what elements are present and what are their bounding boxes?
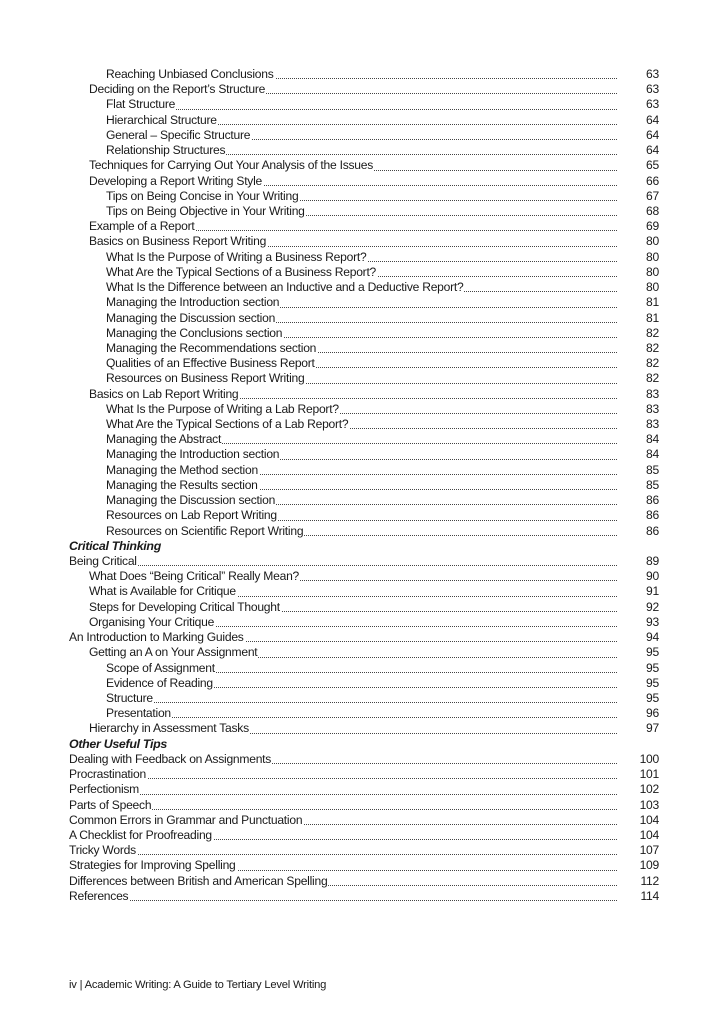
toc-entry-page-number: 91 — [646, 584, 659, 599]
table-of-contents — [69, 67, 659, 904]
toc-entry-title: Hierarchical Structure — [106, 112, 217, 127]
toc-entry[interactable] — [69, 493, 659, 508]
toc-entry-page-number: 64 — [646, 127, 659, 142]
toc-entry-page-number: 63 — [646, 82, 659, 97]
toc-entry-leader — [69, 798, 617, 813]
toc-entry-page-number: 112 — [640, 873, 659, 888]
toc-entry[interactable] — [69, 219, 659, 234]
toc-entry-title: Tips on Being Objective in Your Writing — [106, 203, 305, 218]
toc-entry-leader — [69, 782, 617, 797]
toc-entry-title: What is Available for Critique — [89, 584, 236, 599]
toc-entry-title: Presentation — [106, 706, 171, 721]
toc-entry-title: Basics on Lab Report Writing — [89, 386, 239, 401]
toc-entry-page-number: 68 — [646, 203, 659, 218]
toc-entry-title: What Is the Purpose of Writing a Lab Report? — [106, 401, 339, 416]
toc-entry[interactable] — [69, 204, 659, 219]
toc-entry-page-number: 93 — [646, 614, 659, 629]
toc-entry-title: Managing the Results section — [106, 477, 258, 492]
toc-entry[interactable] — [69, 447, 659, 462]
dot-leader — [69, 794, 617, 795]
dot-leader — [106, 109, 617, 110]
toc-entry[interactable] — [69, 250, 659, 265]
toc-entry-title: What Does “Being Critical” Really Mean? — [89, 569, 300, 584]
toc-entry-title: What Are the Typical Sections of a Lab Report? — [106, 417, 349, 432]
toc-entry[interactable] — [69, 280, 659, 295]
toc-entry-page-number: 64 — [646, 143, 659, 158]
toc-entry-page-number: 81 — [646, 295, 659, 310]
toc-entry[interactable] — [69, 615, 659, 630]
toc-entry[interactable] — [69, 782, 659, 797]
toc-entry-page-number: 109 — [639, 858, 659, 873]
toc-entry-title: Example of a Report — [89, 219, 195, 234]
toc-entry[interactable] — [69, 524, 659, 539]
toc-entry-leader — [106, 97, 617, 112]
toc-entry-leader — [106, 463, 617, 478]
toc-entry[interactable] — [69, 645, 659, 660]
toc-entry-page-number: 95 — [646, 645, 659, 660]
dot-leader — [69, 900, 617, 901]
toc-entry[interactable] — [69, 889, 659, 904]
toc-entry-leader — [89, 387, 617, 402]
toc-entry-page-number: 92 — [646, 599, 659, 614]
toc-entry-page-number: 95 — [646, 660, 659, 675]
toc-entry-leader — [69, 752, 617, 767]
toc-entry-title: Tips on Being Concise in Your Writing — [106, 188, 299, 203]
toc-entry-leader — [106, 265, 617, 280]
toc-entry-page-number: 80 — [646, 249, 659, 264]
toc-entry-leader — [69, 843, 617, 858]
toc-entry-leader — [106, 508, 617, 523]
toc-entry-title: Common Errors in Grammar and Punctuation — [69, 812, 303, 827]
toc-entry-page-number: 86 — [646, 523, 659, 538]
toc-entry[interactable] — [69, 630, 659, 645]
toc-entry-title: References — [69, 888, 129, 903]
toc-entry[interactable] — [69, 721, 659, 736]
toc-entry-title: Resources on Lab Report Writing — [106, 508, 277, 523]
dot-leader — [69, 778, 617, 779]
toc-entry[interactable] — [69, 67, 659, 82]
toc-entry-leader — [89, 219, 617, 234]
toc-entry-leader — [69, 828, 617, 843]
toc-entry-page-number: 104 — [639, 812, 659, 827]
toc-entry[interactable] — [69, 432, 659, 447]
toc-entry[interactable] — [69, 387, 659, 402]
toc-entry-title: Deciding on the Report’s Structure — [89, 82, 266, 97]
toc-entry-page-number: 81 — [646, 310, 659, 325]
toc-entry-leader — [69, 554, 617, 569]
toc-entry-leader — [89, 721, 617, 736]
toc-entry[interactable] — [69, 402, 659, 417]
toc-entry-page-number: 69 — [646, 219, 659, 234]
toc-entry-title: Techniques for Carrying Out Your Analysis of the Issues — [89, 158, 374, 173]
toc-entry-title: Structure — [106, 690, 153, 705]
toc-entry[interactable] — [69, 600, 659, 615]
toc-entry-title: Basics on Business Report Writing — [89, 234, 267, 249]
toc-entry-leader — [69, 889, 617, 904]
toc-entry-title: Perfectionism — [69, 782, 140, 797]
toc-entry-leader — [69, 858, 617, 873]
toc-entry-title: What Is the Purpose of Writing a Business Report? — [106, 249, 367, 264]
dot-leader — [69, 854, 617, 855]
toc-entry[interactable] — [69, 143, 659, 158]
toc-entry-leader — [106, 143, 617, 158]
dot-leader — [106, 717, 617, 718]
toc-entry-page-number: 104 — [639, 827, 659, 842]
toc-entry[interactable] — [69, 113, 659, 128]
toc-entry[interactable] — [69, 858, 659, 873]
toc-entry-title: Tricky Words — [69, 843, 136, 858]
toc-entry[interactable] — [69, 661, 659, 676]
toc-entry-page-number: 96 — [646, 706, 659, 721]
toc-entry-leader — [69, 767, 617, 782]
toc-entry-page-number: 94 — [646, 630, 659, 645]
toc-entry-title: Flat Structure — [106, 97, 176, 112]
toc-entry-title: Managing the Discussion section — [106, 493, 276, 508]
toc-entry-title: Managing the Method section — [106, 462, 258, 477]
toc-entry[interactable] — [69, 584, 659, 599]
toc-entry-title: Relationship Structures — [106, 143, 226, 158]
toc-entry-title: A Checklist for Proofreading — [69, 827, 212, 842]
toc-entry-leader — [106, 204, 617, 219]
page-footer: iv | Academic Writing: A Guide to Tertiary Level Writing — [69, 979, 327, 991]
toc-section-heading: Other Useful Tips — [69, 736, 167, 751]
toc-entry-page-number: 101 — [639, 767, 659, 782]
toc-entry-leader — [106, 524, 617, 539]
toc-entry[interactable] — [69, 356, 659, 371]
toc-entry-title: Strategies for Improving Spelling — [69, 858, 236, 873]
toc-entry-page-number: 83 — [646, 386, 659, 401]
toc-entry-title: Scope of Assignment — [106, 660, 215, 675]
toc-entry-page-number: 65 — [646, 158, 659, 173]
toc-entry-page-number: 63 — [646, 97, 659, 112]
toc-entry-title: Resources on Scientific Report Writing — [106, 523, 304, 538]
toc-entry-leader — [106, 447, 617, 462]
toc-entry[interactable] — [69, 569, 659, 584]
toc-entry-leader — [106, 250, 617, 265]
toc-entry-title: Parts of Speech — [69, 797, 152, 812]
toc-entry-title: Being Critical — [69, 554, 137, 568]
toc-entry-leader — [89, 600, 617, 615]
toc-entry[interactable] — [69, 326, 659, 341]
toc-entry[interactable] — [69, 828, 659, 843]
toc-entry-title: Managing the Introduction section — [106, 295, 280, 310]
toc-entry[interactable] — [69, 128, 659, 143]
toc-entry-page-number: 95 — [646, 690, 659, 705]
toc-section-heading: Critical Thinking — [69, 538, 161, 553]
toc-entry-page-number: 102 — [639, 782, 659, 797]
toc-entry-page-number: 82 — [646, 325, 659, 340]
toc-entry-leader — [106, 295, 617, 310]
toc-entry-page-number: 89 — [646, 554, 659, 568]
toc-entry-title: Hierarchy in Assessment Tasks — [89, 721, 249, 736]
toc-entry-leader — [106, 478, 617, 493]
toc-entry-title: Differences between British and American Spelling — [69, 873, 328, 888]
toc-entry-leader — [106, 189, 617, 204]
toc-entry-title: Developing a Report Writing Style — [89, 173, 263, 188]
toc-entry[interactable] — [69, 691, 659, 706]
toc-entry-title: An Introduction to Marking Guides — [69, 630, 244, 645]
toc-entry-title: Reaching Unbiased Conclusions — [106, 67, 274, 81]
toc-entry[interactable] — [69, 311, 659, 326]
toc-entry[interactable] — [69, 706, 659, 721]
toc-entry-leader — [69, 630, 617, 645]
dot-leader — [69, 565, 617, 566]
toc-entry-page-number: 66 — [646, 173, 659, 188]
toc-entry-page-number: 90 — [646, 569, 659, 584]
toc-entry-page-number: 85 — [646, 477, 659, 492]
toc-entry-page-number: 100 — [639, 751, 659, 766]
toc-entry-page-number: 82 — [646, 340, 659, 355]
toc-entry-leader — [106, 493, 617, 508]
toc-entry-page-number: 67 — [646, 188, 659, 203]
toc-entry-leader — [89, 82, 617, 97]
toc-entry[interactable] — [69, 798, 659, 813]
toc-entry-title: Managing the Abstract — [106, 432, 222, 447]
toc-entry[interactable] — [69, 82, 659, 97]
toc-entry-leader — [106, 691, 617, 706]
toc-entry-page-number: 86 — [646, 508, 659, 523]
toc-entry-leader — [89, 615, 617, 630]
toc-entry-leader — [106, 326, 617, 341]
toc-entry-leader — [106, 432, 617, 447]
toc-entry[interactable] — [69, 417, 659, 432]
toc-entry-leader — [106, 280, 617, 295]
toc-entry-page-number: 107 — [639, 843, 659, 858]
toc-entry-leader — [106, 113, 617, 128]
toc-entry-leader — [106, 661, 617, 676]
toc-entry-title: Getting an A on Your Assignment — [89, 645, 258, 660]
toc-entry[interactable] — [69, 752, 659, 767]
toc-entry-page-number: 63 — [646, 67, 659, 81]
toc-entry-leader — [89, 234, 617, 249]
toc-entry[interactable] — [69, 97, 659, 112]
toc-entry-leader — [106, 676, 617, 691]
toc-entry-leader — [106, 67, 617, 82]
toc-entry-leader — [89, 569, 617, 584]
toc-entry-page-number: 64 — [646, 112, 659, 127]
toc-entry[interactable] — [69, 813, 659, 828]
toc-entry-leader — [89, 158, 617, 173]
toc-entry-leader — [69, 874, 617, 889]
toc-entry-title: Managing the Discussion section — [106, 310, 276, 325]
toc-entry-leader — [106, 371, 617, 386]
dot-leader — [106, 702, 617, 703]
toc-entry-page-number: 80 — [646, 234, 659, 249]
toc-entry[interactable] — [69, 554, 659, 569]
toc-entry-leader — [89, 645, 617, 660]
toc-entry-page-number: 103 — [639, 797, 659, 812]
toc-entry[interactable] — [69, 874, 659, 889]
toc-entry[interactable] — [69, 158, 659, 173]
toc-entry-title: General – Specific Structure — [106, 127, 251, 142]
toc-entry-leader — [89, 174, 617, 189]
toc-entry-leader — [106, 402, 617, 417]
toc-entry-leader — [106, 341, 617, 356]
toc-entry[interactable] — [69, 843, 659, 858]
toc-entry-title: Steps for Developing Critical Thought — [89, 599, 280, 614]
toc-entry-page-number: 82 — [646, 371, 659, 386]
toc-entry[interactable] — [69, 478, 659, 493]
toc-entry-title: What Is the Difference between an Inductive and a Deductive Report? — [106, 280, 464, 295]
toc-entry-page-number: 83 — [646, 417, 659, 432]
toc-entry-title: Managing the Conclusions section — [106, 325, 283, 340]
toc-entry-leader — [106, 311, 617, 326]
toc-entry-page-number: 97 — [646, 721, 659, 736]
toc-entry-title: Resources on Business Report Writing — [106, 371, 305, 386]
toc-entry-page-number: 85 — [646, 462, 659, 477]
toc-entry-page-number: 80 — [646, 264, 659, 279]
toc-entry-title: Dealing with Feedback on Assignments — [69, 751, 272, 766]
toc-entry[interactable] — [69, 508, 659, 523]
toc-entry-page-number: 80 — [646, 280, 659, 295]
toc-entry-leader — [89, 584, 617, 599]
toc-entry[interactable] — [69, 189, 659, 204]
toc-entry-title: Organising Your Critique — [89, 614, 215, 629]
toc-entry-title: Evidence of Reading — [106, 675, 213, 690]
toc-entry[interactable] — [69, 767, 659, 782]
toc-entry-title: Procrastination — [69, 767, 146, 782]
toc-entry[interactable] — [69, 371, 659, 386]
toc-entry[interactable] — [69, 174, 659, 189]
toc-entry-leader — [69, 813, 617, 828]
toc-entry[interactable] — [69, 234, 659, 249]
toc-entry-leader — [106, 417, 617, 432]
toc-entry[interactable] — [69, 463, 659, 478]
toc-entry[interactable] — [69, 676, 659, 691]
toc-entry-page-number: 84 — [646, 447, 659, 462]
toc-entry-title: Managing the Introduction section — [106, 447, 280, 462]
toc-entry-page-number: 84 — [646, 432, 659, 447]
toc-entry-page-number: 82 — [646, 356, 659, 371]
toc-entry-leader — [106, 128, 617, 143]
toc-entry[interactable] — [69, 265, 659, 280]
toc-entry-title: Qualities of an Effective Business Report — [106, 356, 315, 371]
toc-entry-leader — [106, 356, 617, 371]
toc-entry-title: Managing the Recommendations section — [106, 340, 317, 355]
toc-entry[interactable] — [69, 341, 659, 356]
toc-entry-page-number: 86 — [646, 493, 659, 508]
toc-entry[interactable] — [69, 295, 659, 310]
toc-entry-page-number: 114 — [640, 888, 659, 903]
toc-entry-page-number: 95 — [646, 675, 659, 690]
toc-entry-title: What Are the Typical Sections of a Business Report? — [106, 264, 377, 279]
toc-entry-leader — [106, 706, 617, 721]
toc-entry-page-number: 83 — [646, 401, 659, 416]
